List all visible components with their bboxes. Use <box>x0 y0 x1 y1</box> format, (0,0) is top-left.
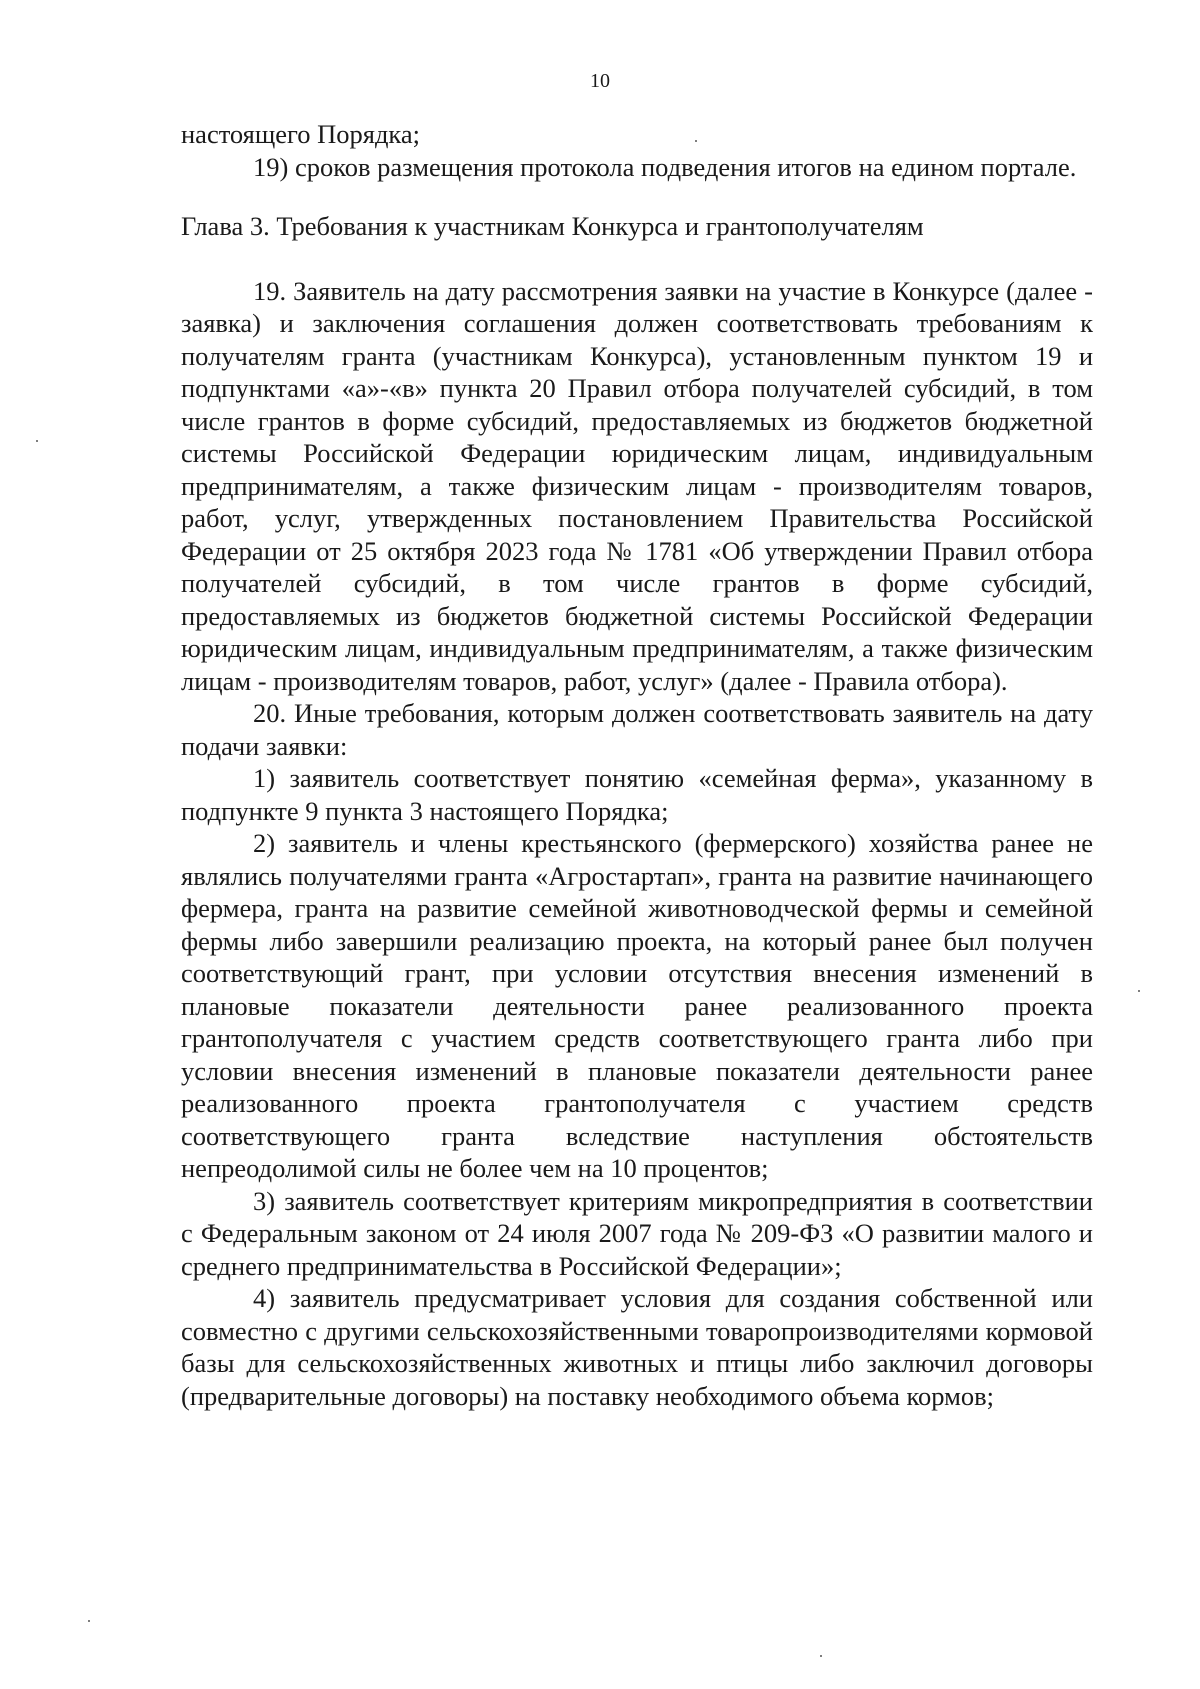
paragraph-clause-20: 20. Иные требования, которым должен соответствовать заявитель на дату подачи заявки: <box>181 698 1093 761</box>
scan-speck <box>820 1655 822 1657</box>
paragraph-continuation: настоящего Порядка; <box>181 119 421 149</box>
document-body <box>181 118 1093 1412</box>
scan-speck <box>695 140 697 142</box>
scan-speck <box>88 1620 90 1622</box>
paragraph-clause-19: 19. Заявитель на дату рассмотрения заявки на участие в Конкурсе (далее - заявка) и заключения соглашения должен соответствовать требованиям к получателям гранта (участникам Конкурса), установленным пунктом 19 и подпунктами «а»-«в» пункта 20 Правил отбора получателей субсидий, в том числе грантов в форме субсидий, предоставляемых из бюджетов бюджетной системы Российской Федерации юридическим лицам, индивидуальным предпринимателям, а также физическим лицам - производителям товаров, работ, услуг, утвержденных постановлением Правительства Российской Федерации от 25 октября 2023 года № 1781 «Об утверждении Правил отбора получателей субсидий, в том числе грантов в форме субсидий, предоставляемых из бюджетов бюджетной системы Российской Федерации юридическим лицам, индивидуальным предпринимателям, а также физическим лицам - производителям товаров, работ, услуг» (далее - Правила отбора). <box>181 275 1093 696</box>
paragraph-item-3: 3) заявитель соответствует критериям микропредприятия в соответствии с Федеральным законом от 24 июля 2007 года № 209-ФЗ «О развитии малого и среднего предпринимательства в Российской Федерации»; <box>181 1185 1093 1281</box>
scan-speck <box>1138 990 1140 992</box>
chapter-heading: Глава 3. Требования к участникам Конкурса и грантополучателям <box>181 211 924 241</box>
paragraph-item-19: 19) сроков размещения протокола подведения итогов на едином портале. <box>253 151 1077 182</box>
page-number: 10 <box>590 70 610 92</box>
paragraph-item-2: 2) заявитель и члены крестьянского (фермерского) хозяйства ранее не являлись получателями гранта «Агростартап», гранта на развитие начинающего фермера, гранта на развитие семейной животноводческой фермы и семейной фермы либо завершили реализацию проекта, на который ранее был получен соответствующий грант, при условии отсутствия внесения изменений в плановые показатели деятельности ранее реализованного проекта грантополучателя с участием средств соответствующего гранта либо при условии внесения изменений в плановые показатели деятельности ранее реализованного проекта грантополучателя с участием средств соответствующего гранта вследствие наступления обстоятельств непреодолимой силы не более чем на 10 процентов; <box>181 828 1093 1183</box>
scan-speck <box>36 440 38 442</box>
paragraph-item-1: 1) заявитель соответствует понятию «семейная ферма», указанному в подпункте 9 пункта 3 настоящего Порядка; <box>181 763 1093 826</box>
paragraph-item-4: 4) заявитель предусматривает условия для создания собственной или совместно с другими сельскохозяйственными товаропроизводителями кормовой базы для сельскохозяйственных животных и птицы либо заключил договоры (предварительные договоры) на поставку необходимого объема кормов; <box>181 1283 1093 1411</box>
